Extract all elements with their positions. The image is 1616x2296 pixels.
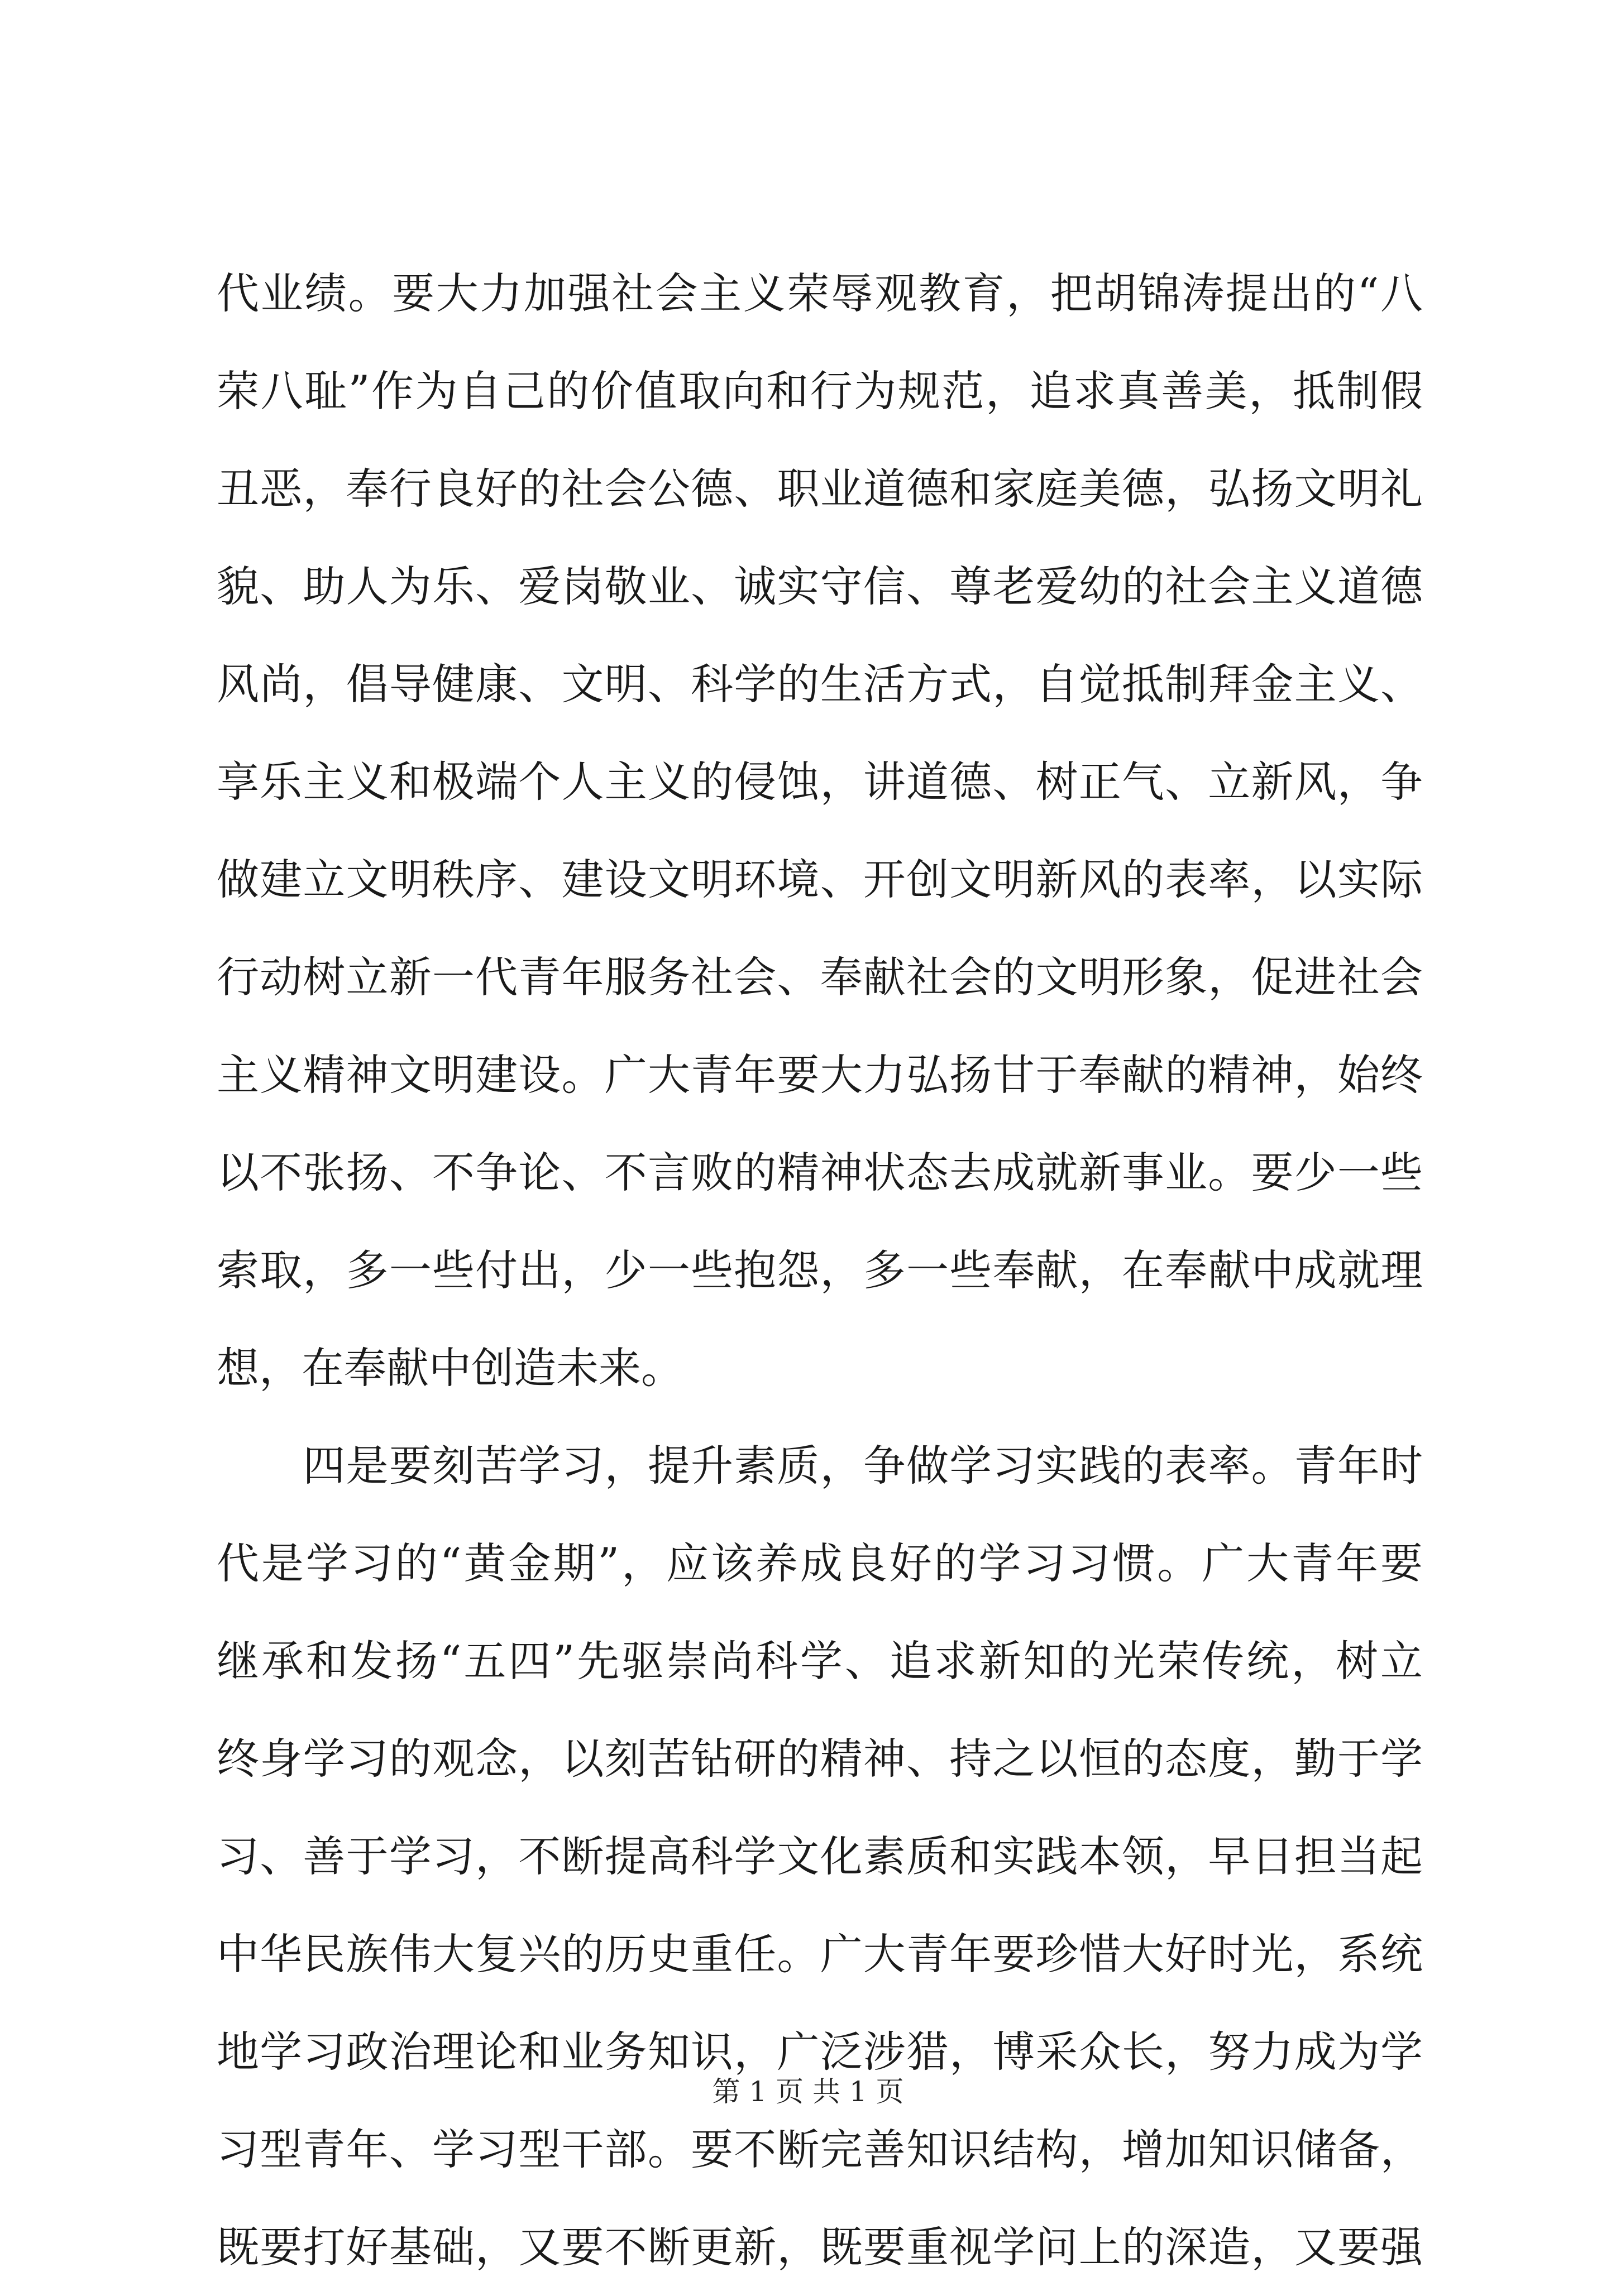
text-line: 荣八耻”作为自己的价值取向和行为规范，追求真善美，抵制假 <box>217 366 1423 416</box>
page-number-footer: 第 1 页 共 1 页 <box>712 2075 904 2108</box>
text-line: 既要打好基础，又要不断更新，既要重视学问上的深造，又要强 <box>217 2222 1423 2272</box>
text-line: 继承和发扬“五四”先驱崇尚科学、追求新知的光荣传统，树立 <box>217 1636 1423 1686</box>
text-line: 以不张扬、不争论、不言败的精神状态去成就新事业。要少一些 <box>217 1148 1423 1197</box>
text-line: 终身学习的观念，以刻苦钻研的精神、持之以恒的态度，勤于学 <box>217 1734 1423 1784</box>
text-line: 丑恶，奉行良好的社会公德、职业道德和家庭美德，弘扬文明礼 <box>217 464 1423 514</box>
text-line: 行动树立新一代青年服务社会、奉献社会的文明形象，促进社会 <box>217 952 1423 1002</box>
text-line: 中华民族伟大复兴的历史重任。广大青年要珍惜大好时光，系统 <box>217 1929 1423 1979</box>
text-line: 习型青年、学习型干部。要不断完善知识结构，增加知识储备， <box>217 2125 1423 2174</box>
body-text <box>217 245 1423 2296</box>
text-line: 享乐主义和极端个人主义的侵蚀，讲道德、树正气、立新风，争 <box>217 757 1423 807</box>
text-line: 做建立文明秩序、建设文明环境、开创文明新风的表率，以实际 <box>217 855 1423 904</box>
paragraph-start-line: 四是要刻苦学习，提升素质，争做学习实践的表率。青年时 <box>217 1441 1423 1490</box>
text-line: 地学习政治理论和业务知识，广泛涉猎，博采众长，努力成为学 <box>217 2027 1423 2077</box>
text-line: 代是学习的“黄金期”，应该养成良好的学习习惯。广大青年要 <box>217 1538 1423 1588</box>
text-line: 貌、助人为乐、爱岗敬业、诚实守信、尊老爱幼的社会主义道德 <box>217 562 1423 611</box>
text-line: 习、善于学习，不断提高科学文化素质和实践本领，早日担当起 <box>217 1832 1423 1881</box>
paragraph-end-line: 想，在奉献中创造未来。 <box>217 1343 683 1393</box>
text-line: 索取，多一些付出，少一些抱怨，多一些奉献，在奉献中成就理 <box>217 1245 1423 1295</box>
text-line: 代业绩。要大力加强社会主义荣辱观教育，把胡锦涛提出的“八 <box>217 269 1423 318</box>
text-line: 主义精神文明建设。广大青年要大力弘扬甘于奉献的精神，始终 <box>217 1050 1423 1100</box>
text-line: 风尚，倡导健康、文明、科学的生活方式，自觉抵制拜金主义、 <box>217 659 1423 709</box>
